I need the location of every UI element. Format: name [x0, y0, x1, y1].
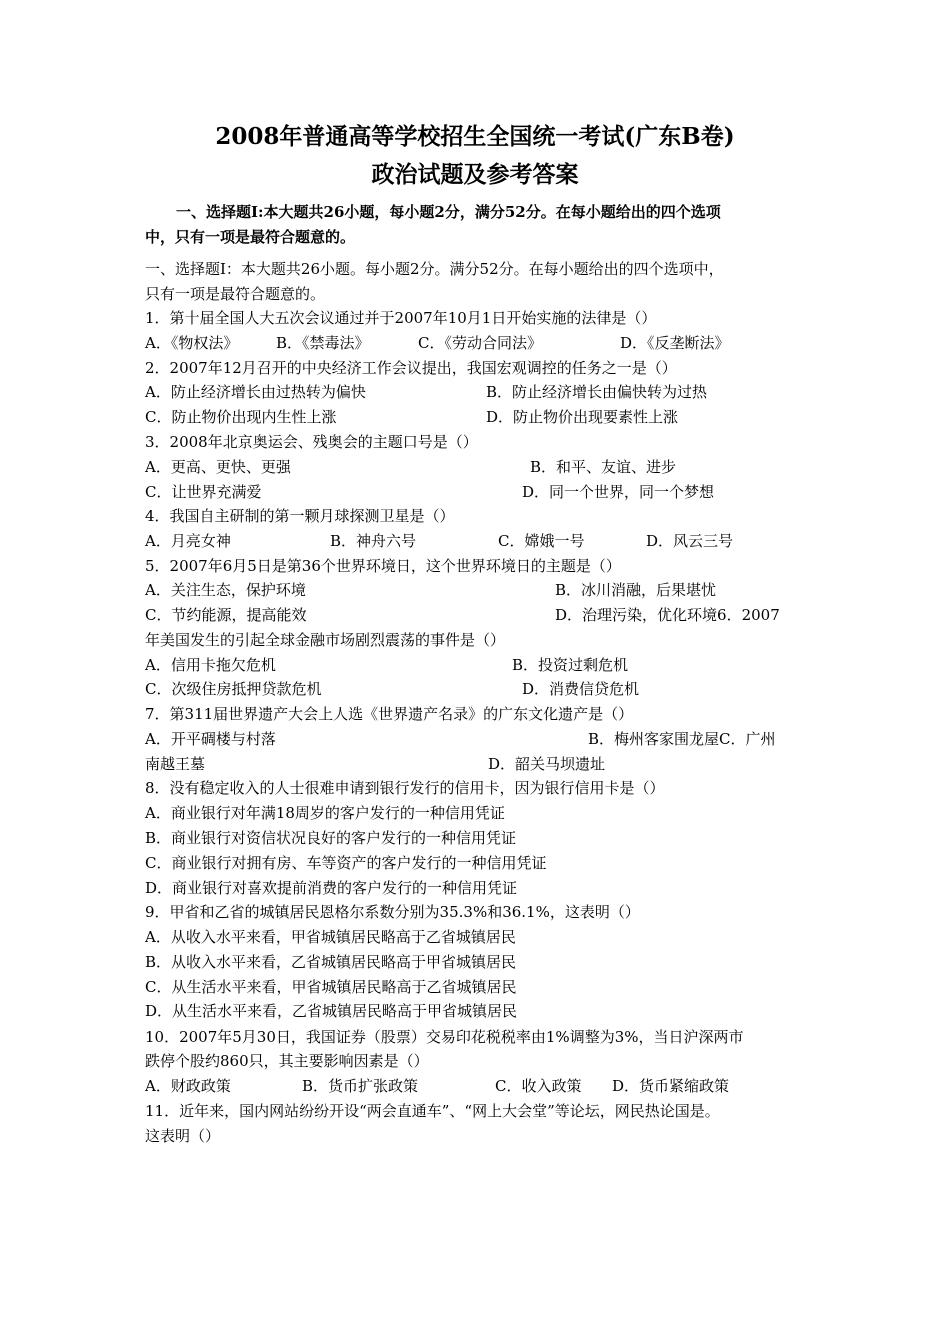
q9-option-a: A．从收入水平来看，甲省城镇居民略高于乙省城镇居民: [145, 928, 516, 946]
q2-option-c: C．防止物价出现内生性上涨: [145, 408, 337, 426]
q3-option-a: A．更高、更快、更强: [145, 458, 291, 476]
q2-option-a: A．防止经济增长由过热转为偏快: [145, 383, 366, 401]
q2-stem: 2．2007年12月召开的中央经济工作会议提出，我国宏观调控的任务之一是（）: [145, 359, 677, 377]
q10-stem-line2: 跌停个股约860只，其主要影响因素是（）: [145, 1052, 429, 1070]
q10-option-c: C．收入政策: [495, 1077, 582, 1095]
q6-option-d: D．消费信贷危机: [522, 680, 640, 698]
q9-option-d: D．从生活水平来看，乙省城镇居民略高于甲省城镇居民: [145, 1002, 518, 1020]
q10-stem-line1: 10．2007年5月30日，我国证券（股票）交易印花税税率由1%调整为3%，当日沪深两市: [145, 1028, 744, 1046]
q8-stem: 8．没有稳定收入的人士很难申请到银行发行的信用卡，因为银行信用卡是（）: [145, 779, 665, 797]
bold-intro-line2: 中，只有一项是最符合题意的。: [145, 228, 356, 246]
q9-option-b: B．从收入水平来看，乙省城镇居民略高于甲省城镇居民: [145, 953, 517, 971]
q1-option-a: A．《物权法》: [145, 334, 239, 352]
q6-option-a: A．信用卡拖欠危机: [145, 656, 276, 674]
bold-intro-line1: 一、选择题Ⅰ:本大题共26小题，每小题2分，满分52分。在每小题给出的四个选项: [176, 203, 721, 221]
q3-option-c: C．让世界充满爱: [145, 483, 262, 501]
q10-option-b: B．货币扩张政策: [302, 1077, 419, 1095]
exam-subtitle: 政治试题及参考答案: [371, 161, 579, 188]
q1-option-b: B．《禁毒法》: [276, 334, 370, 352]
q7-option-b: B．梅州客家围龙屋C．广州: [588, 730, 776, 748]
q1-option-d: D．《反垄断法》: [620, 334, 730, 352]
q8-option-b: B．商业银行对资信状况良好的客户发行的一种信用凭证: [145, 829, 517, 847]
intro-line2: 只有一项是最符合题意的。: [145, 285, 326, 303]
q1-stem: 1．第十届全国人大五次会议通过并于2007年10月1日开始实施的法律是（）: [145, 309, 657, 327]
q4-option-b: B．神舟六号: [330, 532, 417, 550]
intro-line1: 一、选择题I：本大题共26小题。每小题2分。满分52分。在每小题给出的四个选项中，: [145, 260, 724, 278]
q3-stem: 3．2008年北京奥运会、残奥会的主题口号是（）: [145, 433, 478, 451]
q8-option-c: C．商业银行对拥有房、车等资产的客户发行的一种信用凭证: [145, 854, 547, 872]
q5-option-a: A．关注生态，保护环境: [145, 581, 306, 599]
q2-option-b: B．防止经济增长由偏快转为过热: [486, 383, 708, 401]
q2-option-d: D．防止物价出现要素性上涨: [486, 408, 679, 426]
q3-option-b: B．和平、友谊、进步: [530, 458, 677, 476]
q4-option-a: A．月亮女神: [145, 532, 231, 550]
q4-stem: 4．我国自主研制的第一颗月球探测卫星是（）: [145, 507, 455, 525]
q10-option-a: A．财政政策: [145, 1077, 231, 1095]
q5-option-c: C．节约能源，提高能效: [145, 606, 307, 624]
q7-option-d: D．韶关马坝遗址: [488, 755, 606, 773]
q7-option-a: A．开平碉楼与村落: [145, 730, 276, 748]
q11-stem-line2: 这表明（）: [145, 1127, 221, 1145]
q3-option-d: D．同一个世界，同一个梦想: [522, 483, 715, 501]
q5-stem: 5．2007年6月5日是第36个世界环境日，这个世界环境日的主题是（）: [145, 557, 621, 575]
q5-option-d: D．治理污染，优化环境6．2007: [555, 606, 780, 624]
q4-option-c: C．嫦娥一号: [498, 532, 585, 550]
q6-option-b: B．投资过剩危机: [512, 656, 629, 674]
q9-stem: 9．甲省和乙省的城镇居民恩格尔系数分别为35.3%和36.1%，这表明（）: [145, 903, 640, 921]
q9-option-c: C．从生活水平来看，甲省城镇居民略高于乙省城镇居民: [145, 978, 517, 996]
exam-title: 2008年普通高等学校招生全国统一考试(广东B卷): [215, 123, 735, 150]
q5-option-b: B．冰川消融，后果堪忧: [555, 581, 717, 599]
q4-option-d: D．风云三号: [646, 532, 734, 550]
q7-option-c: 南越王墓: [145, 755, 206, 773]
q7-stem: 7．第311届世界遗产大会上人选《世界遗产名录》的广东文化遗产是（）: [145, 705, 634, 723]
q11-stem-line1: 11．近年来，国内网站纷纷开设“两会直通车”、“网上大会堂”等论坛，网民热论国是。: [145, 1102, 720, 1120]
q8-option-d: D．商业银行对喜欢提前消费的客户发行的一种信用凭证: [145, 879, 518, 897]
q10-option-d: D．货币紧缩政策: [612, 1077, 730, 1095]
q6-stem: 年美国发生的引起全球金融市场剧烈震荡的事件是（）: [145, 631, 506, 649]
q6-option-c: C．次级住房抵押贷款危机: [145, 680, 322, 698]
q1-option-c: C．《劳动合同法》: [418, 334, 542, 352]
q8-option-a: A．商业银行对年满18周岁的客户发行的一种信用凭证: [145, 804, 505, 822]
